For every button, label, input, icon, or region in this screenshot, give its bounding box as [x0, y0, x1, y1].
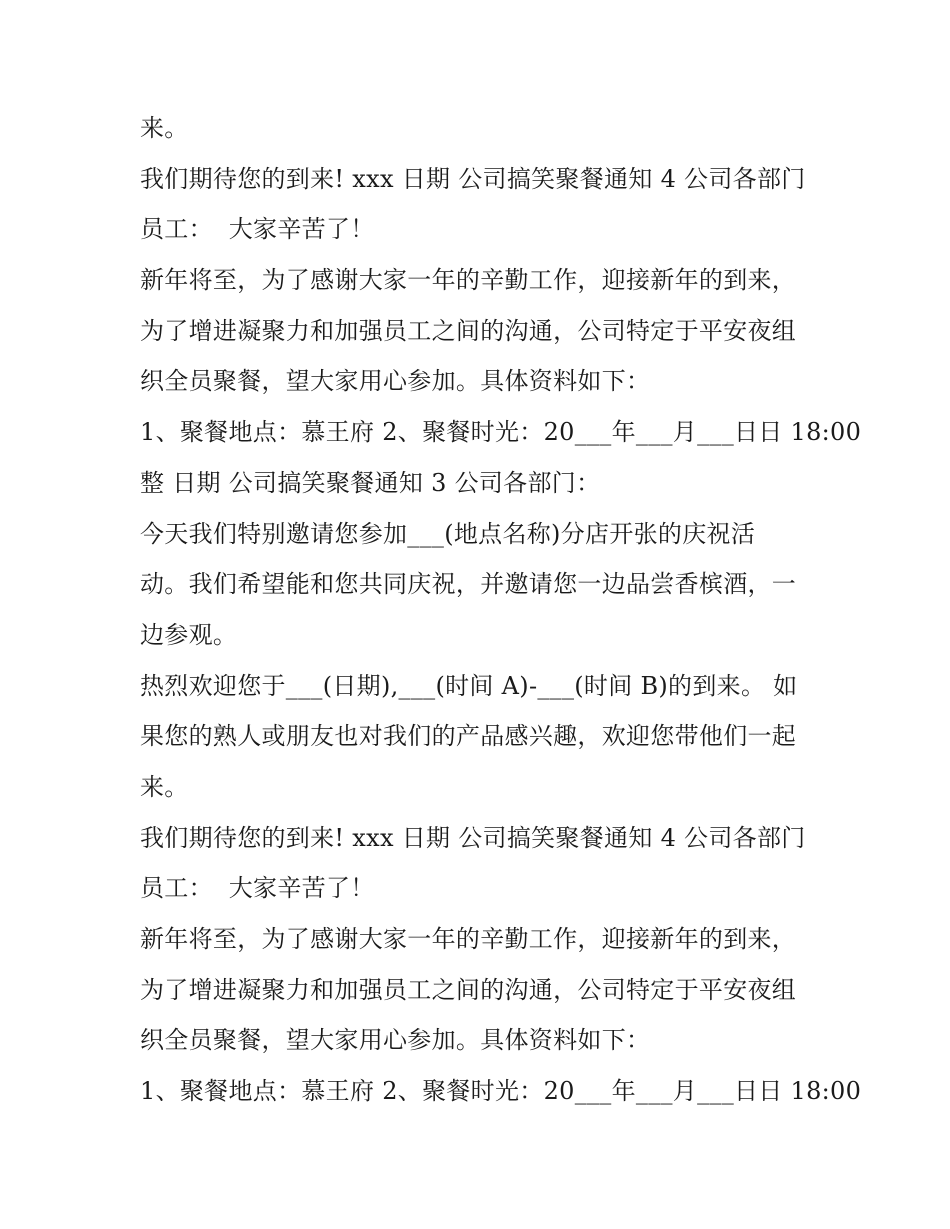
text-line: 来。 [140, 772, 189, 801]
text-line: 为了增进凝聚力和加强员工之间的沟通，公司特定于平安夜组 [140, 975, 797, 1004]
text-line: 整 日期 公司搞笑聚餐通知 3 公司各部门： [140, 468, 601, 497]
text-line: 来。 [140, 114, 189, 142]
text-line: 员工： 大家辛苦了！ [140, 874, 375, 903]
text-line: 织全员聚餐，望大家用心参加。具体资料如下： [140, 1026, 651, 1055]
document-body [140, 103, 862, 1117]
text-line: 动。我们希望能和您共同庆祝，并邀请您一边品尝香槟酒，一 [140, 570, 797, 599]
text-line: 1、聚餐地点：慕王府 2、聚餐时光：20___年___月___日日 18:00 [140, 418, 862, 447]
text-line: 边参观。 [140, 620, 238, 649]
text-line: 果您的熟人或朋友也对我们的产品感兴趣，欢迎您带他们一起 [140, 722, 797, 751]
text-line: 新年将至，为了感谢大家一年的辛勤工作，迎接新年的到来， [140, 925, 797, 953]
text-line: 热烈欢迎您于___(日期),___(时间 A)-___(时间 B)的到来。 如 [140, 671, 798, 700]
text-line: 我们期待您的到来! xxx 日期 公司搞笑聚餐通知 4 公司各部门 [140, 823, 806, 852]
text-line: 今天我们特别邀请您参加___(地点名称)分店开张的庆祝活 [140, 519, 756, 548]
text-line: 员工： 大家辛苦了！ [140, 215, 375, 244]
text-line: 新年将至，为了感谢大家一年的辛勤工作，迎接新年的到来， [140, 266, 797, 295]
text-line: 1、聚餐地点：慕王府 2、聚餐时光：20___年___月___日日 18:00 [140, 1077, 862, 1106]
text-line: 为了增进凝聚力和加强员工之间的沟通，公司特定于平安夜组 [140, 316, 797, 345]
text-line: 我们期待您的到来! xxx 日期 公司搞笑聚餐通知 4 公司各部门 [140, 164, 806, 193]
text-line: 织全员聚餐，望大家用心参加。具体资料如下： [140, 367, 651, 396]
